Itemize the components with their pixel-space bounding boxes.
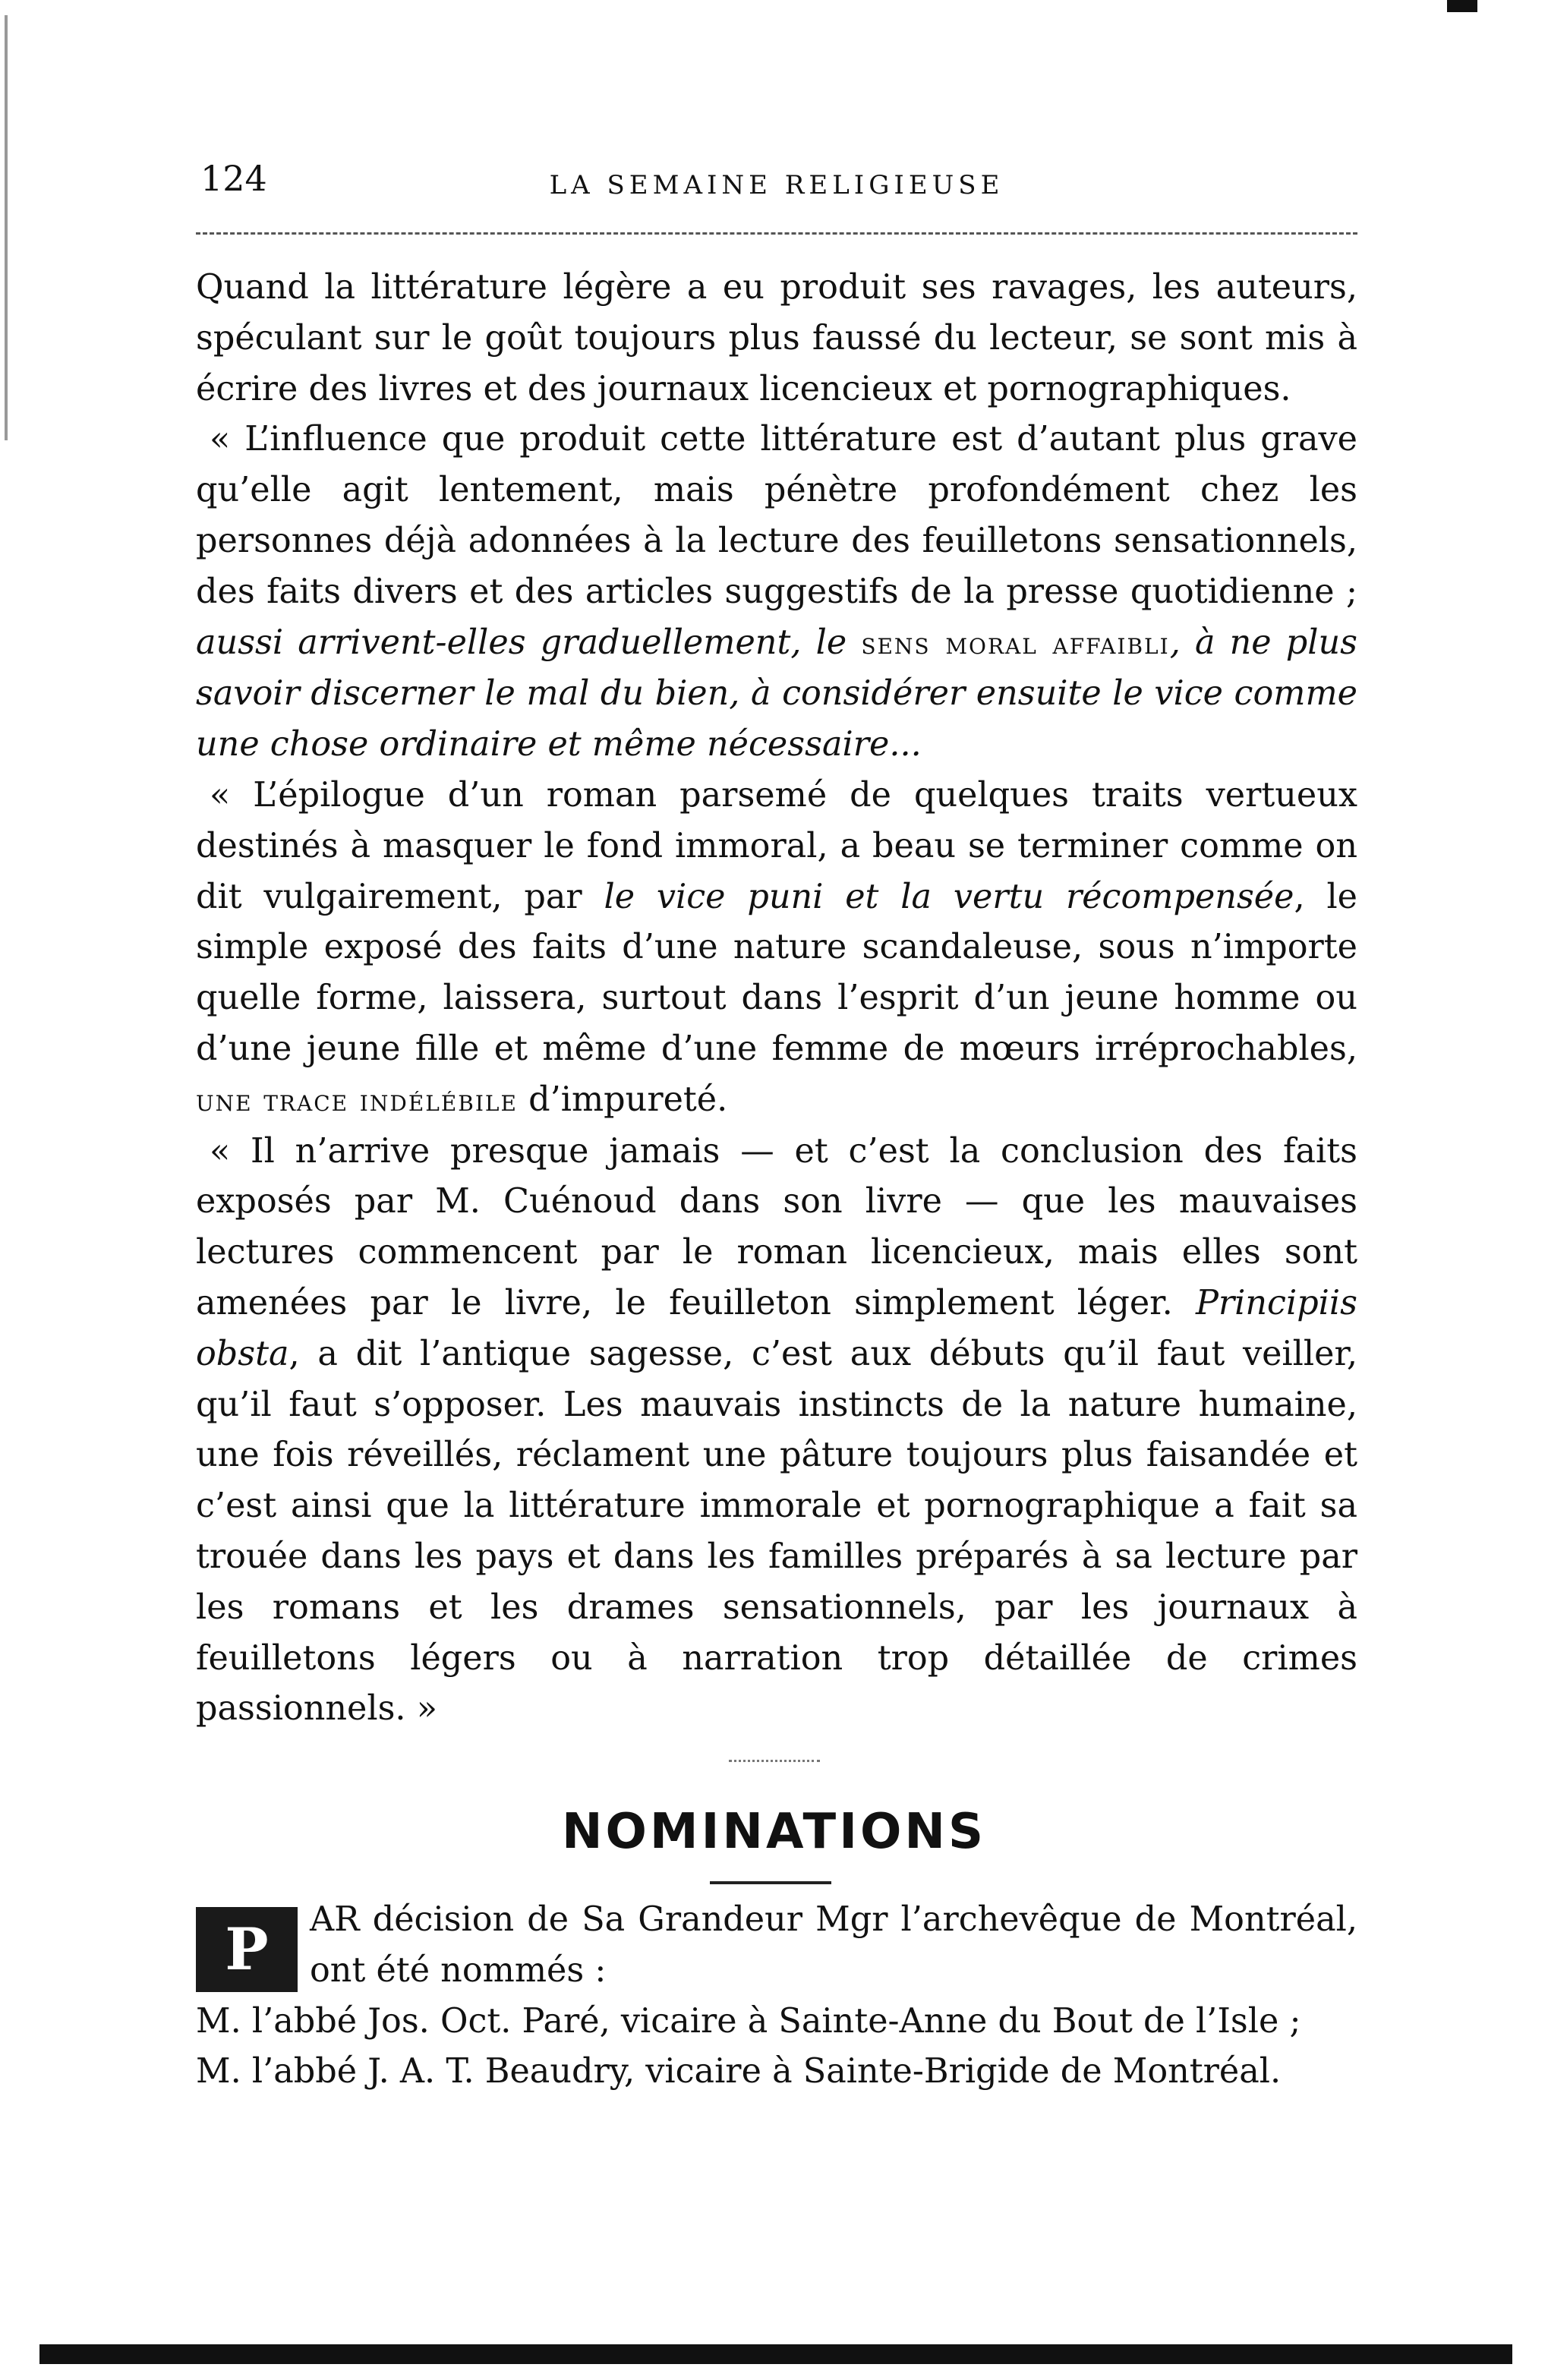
page-header bbox=[196, 158, 1357, 203]
header-rule bbox=[196, 232, 1357, 235]
paragraph-1: Quand la littérature légère a eu produit ses ravages, les auteurs, spéculant sur le goût toujours plus faussé du lecteur, se sont mis à écrire des livres et des journaux licencieux et pornographiques. bbox=[196, 268, 1357, 408]
scan-edge-mark bbox=[1447, 0, 1477, 12]
paragraph-4-text: « Il n’arrive presque jamais — et c’est la conclusion des faits exposés par M. Cuénoud dans son livre — que les mauvaises lectures commencent par le roman licencieux, mais elles sont amenées par le livre, le feuilleton simplement léger. bbox=[196, 1131, 1357, 1322]
paragraph-2-italic-b: , à ne plus savoir discerner le mal du bien, à considérer ensuite le vice comme une chose ordinaire et même nécessaire... bbox=[196, 623, 1357, 764]
paragraph-2-italic-a: aussi arrivent-elles graduellement, le bbox=[196, 623, 862, 662]
title-rule bbox=[710, 1881, 831, 1884]
section-ornament bbox=[729, 1760, 820, 1762]
paragraph-2-smallcaps: sens moral affaibli bbox=[861, 626, 1170, 661]
paragraph-2-text: « L’influence que produit cette littérature est d’autant plus grave qu’elle agit lentement, mais pénètre profondément chez les personnes déjà adonnées à la lecture des feuilletons sensationnels, des faits divers et des articles suggestifs de la presse quotidienne ; bbox=[196, 420, 1357, 611]
paragraph-2 bbox=[196, 415, 1357, 771]
paragraph-3 bbox=[196, 771, 1357, 1127]
section-title: NOMINATIONS bbox=[561, 1804, 987, 1860]
paragraph-4 bbox=[196, 1127, 1357, 1735]
nomination-item: M. l’abbé Jos. Oct. Paré, vicaire à Sainte-Anne du Bout de l’Isle ; bbox=[196, 2001, 1301, 2041]
paragraph-3-italic: le vice puni et la vertu récompensée bbox=[604, 877, 1294, 916]
scan-margin-line bbox=[5, 15, 8, 440]
scan-bottom-bar bbox=[39, 2344, 1512, 2364]
nominations-section bbox=[196, 1895, 1357, 2098]
paragraph-3-mid: , le simple exposé des faits d’une nature scandaleuse, sous n’importe quelle forme, laissera, surtout dans l’esprit d’un jeune homme ou d’une jeune fille et même d’une femme de mœurs irréprochables, bbox=[196, 877, 1358, 1068]
paragraph-3-smallcaps: une trace indélébile bbox=[196, 1083, 518, 1118]
paragraph-3-close: d’impureté. bbox=[517, 1080, 728, 1119]
paragraph-4-italic: Principiis obsta bbox=[196, 1283, 1357, 1373]
article-body bbox=[196, 263, 1357, 1735]
page-number: 124 bbox=[200, 158, 267, 199]
drop-cap: P bbox=[196, 1907, 298, 1992]
paragraph-3-text: « L’épilogue d’un roman parsemé de quelques traits vertueux destinés à masquer le fond immoral, a beau se terminer comme on dit vulgairement, par bbox=[196, 775, 1357, 916]
nomination-item: M. l’abbé J. A. T. Beaudry, vicaire à Sainte-Brigide de Montréal. bbox=[196, 2052, 1282, 2092]
paragraph-4-close: , a dit l’antique sagesse, c’est aux débuts qu’il faut veiller, qu’il faut s’opposer. Les mauvais instincts de la nature humaine, une fois réveillés, réclament une pâture toujours plus faisandée et c’est ainsi que la littérature immorale et pornographique a fait sa trouée dans les pays et dans les familles préparés à sa lecture par les romans et les drames sensationnels, par les journaux à feuilletons légers ou à narration trop détaillée de crimes passionnels. » bbox=[196, 1334, 1357, 1729]
running-head: LA SEMAINE RELIGIEUSE bbox=[549, 170, 1004, 200]
nominations-intro: AR décision de Sa Grandeur Mgr l’archevêque de Montréal, ont été nommés : bbox=[310, 1900, 1357, 1990]
